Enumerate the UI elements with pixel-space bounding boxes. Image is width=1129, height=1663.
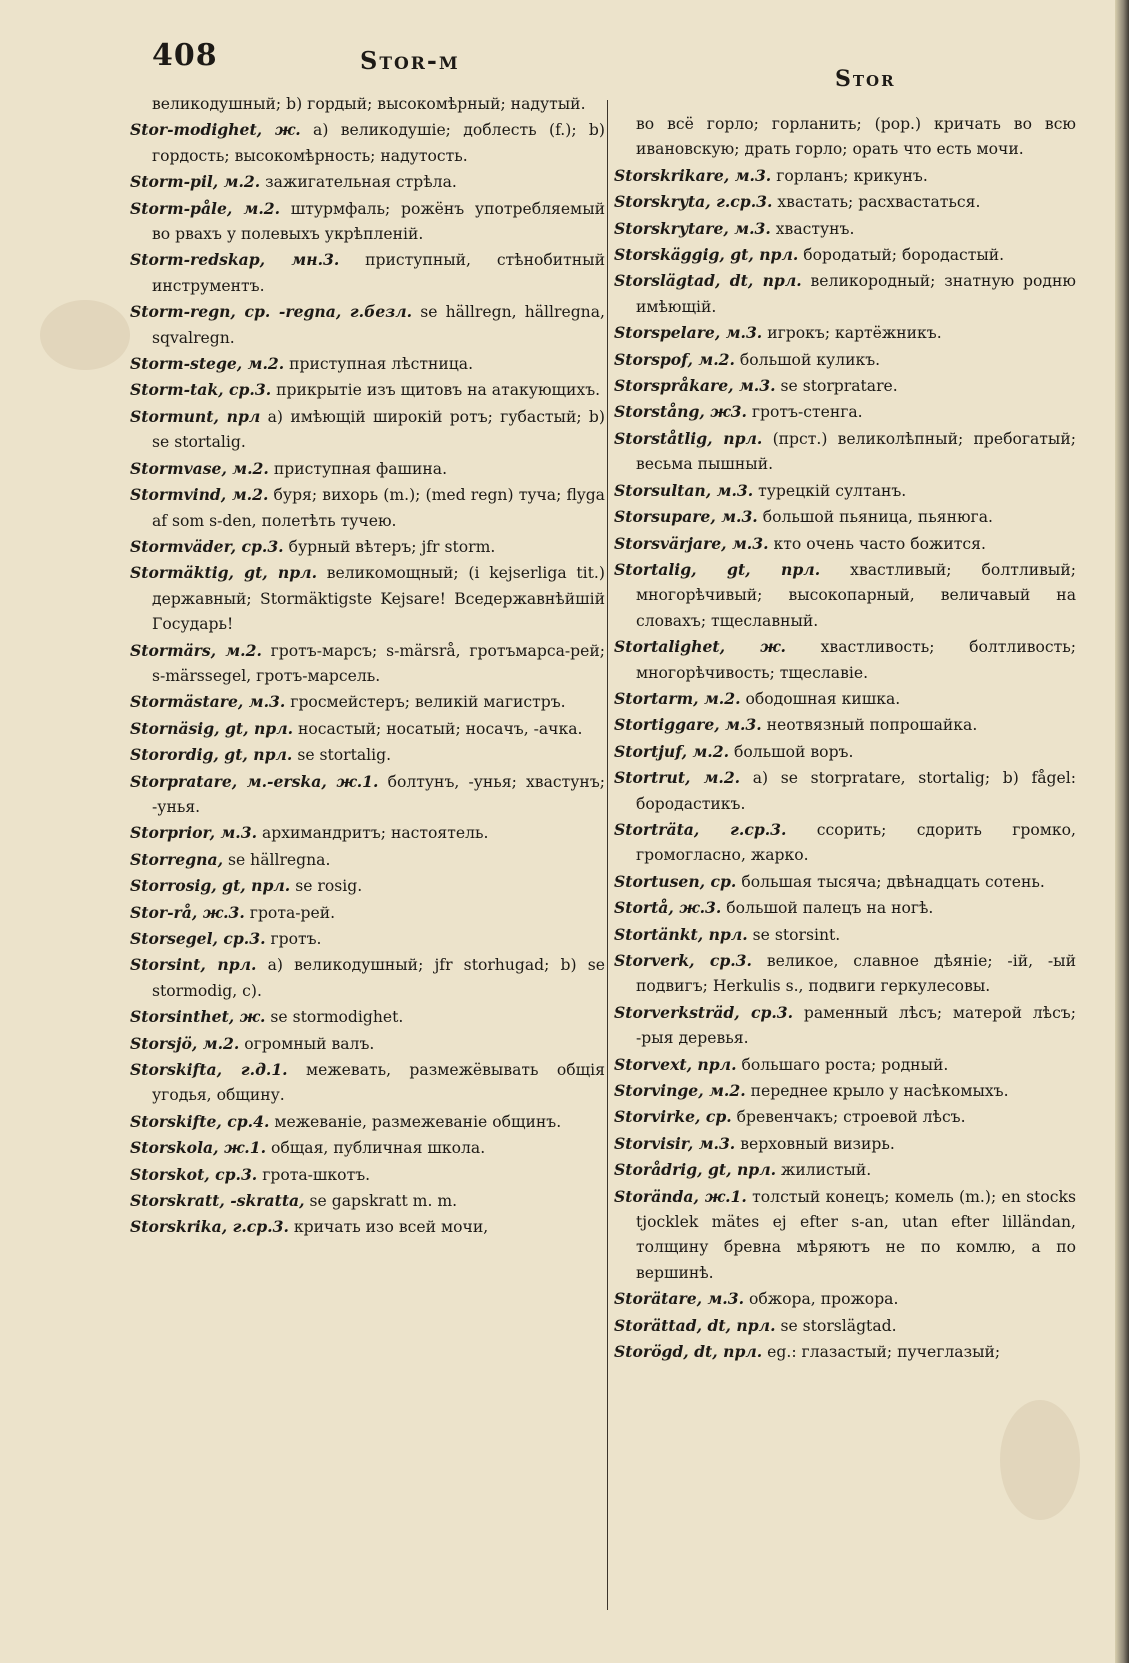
dictionary-entry [614, 189, 1076, 215]
dictionary-entry [130, 351, 605, 377]
dictionary-entry [130, 820, 605, 846]
entry-definition: общая, публичная школа. [271, 1139, 486, 1158]
entry-headword: Storsint, прл. [130, 955, 257, 975]
entry-definition: se storsint. [752, 925, 841, 944]
dictionary-entry [130, 873, 605, 899]
entry-definition: жилистый. [781, 1161, 872, 1180]
dictionary-entry [130, 1214, 605, 1240]
entry-definition: хвастливый; болтливый; многорѣчивый; высокопарный, величавый на словахъ; тщеславный. [636, 560, 1076, 630]
dictionary-entry [614, 1286, 1076, 1312]
entry-headword: Storskrytare, м.3. [614, 218, 771, 238]
entry-definition: приступный, стѣнобитный инструментъ. [152, 251, 605, 295]
entry-headword: Storsvärjare, м.3. [614, 533, 769, 553]
entry-headword: Stortänkt, прл. [614, 924, 748, 944]
dictionary-entry [130, 716, 605, 742]
entry-headword: Storskäggig, gt, прл. [614, 245, 799, 265]
entry-definition: se stormodighet. [270, 1008, 404, 1027]
entry-headword: Stormväder, ср.3. [130, 536, 284, 556]
entry-headword: Stor-modighet, ж. [130, 120, 301, 140]
dictionary-entry [130, 742, 605, 768]
entry-definition: a) великодушіе; доблесть (f.); b) гордость; высокомѣрность; надутость. [152, 121, 605, 165]
entry-headword: Stormvase, м.2. [130, 458, 269, 478]
dictionary-entry [130, 482, 605, 534]
dictionary-entry [130, 456, 605, 482]
entry-definition: eg.: глазастый; пучеглазый; [767, 1343, 1001, 1362]
entry-headword: Storspelare, м.3. [614, 323, 763, 343]
dictionary-entry [130, 1135, 605, 1161]
entry-headword: Storm-redskap, мн.3. [130, 250, 340, 270]
entry-definition: se storpratare. [780, 377, 898, 396]
entry-definition: приступная лѣстница. [289, 355, 474, 374]
dictionary-entry [130, 689, 605, 715]
entry-headword: Storm-regn, ср. -regna, г.безл. [130, 302, 413, 322]
dictionary-entry [614, 1157, 1076, 1183]
dictionary-entry [614, 1339, 1076, 1365]
entry-headword: Stortjuf, м.2. [614, 741, 730, 761]
entry-headword: Storögd, dt, прл. [614, 1342, 763, 1362]
dictionary-entry [614, 504, 1076, 530]
entry-headword: Storsupare, м.3. [614, 507, 758, 527]
entry-headword: Storskot, ср.3. [130, 1164, 258, 1184]
dictionary-entry [614, 712, 1076, 738]
dictionary-entry [130, 1188, 605, 1214]
entry-definition: раменный лѣсъ; матерой лѣсъ; -рыя деревья. [636, 1003, 1076, 1048]
entry-definition: горланъ; крикунъ. [776, 166, 928, 185]
entry-headword: Storstång, ж3. [614, 402, 747, 422]
entry-headword: Storprior, м.3. [130, 823, 257, 843]
entry-definition: толстый конецъ; комель (m.); en stocks tjocklek mätes ej efter s-an, utan efter lilländan, толщину бревна мѣряютъ не по комлю, а по вершинѣ. [636, 1187, 1076, 1282]
dictionary-entry [614, 895, 1076, 921]
entry-headword: Storträta, г.ср.3. [614, 819, 787, 839]
entry-definition: ссорить; сдорить громко, громогласно, жарко. [636, 820, 1076, 865]
dictionary-entry [130, 1109, 605, 1135]
entry-headword: Storsjö, м.2. [130, 1033, 240, 1053]
dictionary-entry [614, 1000, 1076, 1052]
entry-headword: Storvisir, м.3. [614, 1133, 736, 1153]
entry-definition: бурный вѣтеръ; jfr storm. [288, 537, 496, 556]
entry-definition: межевать, размежёвывать общія угодья, общину. [152, 1061, 605, 1105]
dictionary-entry [614, 1104, 1076, 1130]
entry-definition: переднее крыло у насѣкомыхъ. [750, 1082, 1009, 1101]
entry-definition: неотвязный попрошайка. [766, 716, 978, 735]
entry-definition: (прст.) великолѣпный; пребогатый; весьма пышный. [636, 429, 1076, 474]
entry-definition: большой куликъ. [739, 350, 881, 369]
entry-headword: Storsegel, ср.3. [130, 929, 266, 948]
entry-definition: большой палецъ на ногѣ. [726, 899, 934, 918]
page-number: 408 [152, 38, 218, 73]
entry-headword: Stormunt, прл [130, 406, 261, 426]
dictionary-entry [614, 426, 1076, 478]
entry-definition: бревенчакъ; строевой лѣсъ. [736, 1108, 966, 1127]
dictionary-entry [130, 926, 605, 952]
entry-definition: a) великодушный; jfr storhugad; b) se stormodig, c). [152, 956, 605, 1000]
entry-definition: верховный визирь. [740, 1134, 895, 1153]
dictionary-entry [614, 399, 1076, 425]
entry-definition: гротъ-стенга. [751, 403, 863, 422]
dictionary-entry [614, 320, 1076, 346]
dictionary-entry [614, 557, 1076, 634]
entry-headword: Storskifta, г.д.1. [130, 1060, 288, 1080]
entry-definition: se rosig. [295, 877, 363, 896]
entry-definition: грота-рей. [249, 903, 336, 922]
entry-definition: ободошная кишка. [745, 689, 901, 708]
entry-headword: Storm-påle, м.2. [130, 198, 281, 218]
entry-headword: Stormäktig, gt, прл. [130, 563, 317, 583]
entry-definition: хвастать; расхвастаться. [777, 193, 981, 212]
dictionary-entry [130, 900, 605, 926]
paper-stain [40, 300, 130, 370]
entry-definition: бородатый; бородастый. [803, 246, 1005, 265]
dictionary-entry [614, 1078, 1076, 1104]
entry-headword: Storvext, прл. [614, 1054, 737, 1074]
dictionary-entry [130, 1031, 605, 1057]
dictionary-entry [130, 769, 605, 821]
entry-headword: Stor-rå, ж.3. [130, 902, 245, 922]
entry-definition: великое, славное дѣяніе; -ій, -ый подвигъ; Herkulis s., подвиги геркулесовы. [636, 952, 1076, 996]
dictionary-entry [614, 1052, 1076, 1078]
dictionary-entry [614, 1313, 1076, 1339]
entry-headword: Stormärs, м.2. [130, 640, 262, 660]
dictionary-entry [130, 534, 605, 560]
dictionary-entry [614, 531, 1076, 557]
dictionary-entry [614, 163, 1076, 189]
entry-definition: грота-шкотъ. [262, 1165, 371, 1184]
dictionary-entry [130, 92, 605, 117]
entry-headword: Storskrikare, м.3. [614, 165, 772, 185]
dictionary-entry [130, 247, 605, 299]
entry-headword: Storslägtad, dt, прл. [614, 271, 802, 291]
entry-definition: гротъ-марсъ; s-märsrå, гротъмарса-рей; s-märssegel, гротъ-марсель. [152, 641, 605, 685]
entry-definition: хвастунъ. [775, 219, 855, 238]
entry-definition: архимандритъ; настоятель. [261, 824, 489, 843]
entry-definition: великомощный; (i kejserliga tit.) державный; Stormäktigste Kejsare! Вседержавнѣйшій Государь! [152, 564, 605, 634]
dictionary-entry [614, 922, 1076, 948]
dictionary-entry [614, 739, 1076, 765]
left-column [130, 92, 605, 1241]
entry-definition: игрокъ; картёжникъ. [767, 324, 942, 343]
dictionary-entry [130, 1057, 605, 1109]
entry-definition: кричать изо всей мочи, [293, 1218, 489, 1237]
entry-headword: Storsinthet, ж. [130, 1007, 266, 1027]
entry-definition: огромный валъ. [244, 1034, 375, 1053]
dictionary-entry [614, 686, 1076, 712]
dictionary-entry [614, 112, 1076, 163]
entry-definition: штурмфаль; рожёнъ употребляемый во рвахъ у полевыхъ укрѣпленій. [152, 199, 605, 244]
entry-headword: Stortrut, м.2. [614, 768, 741, 788]
dictionary-entry [130, 638, 605, 690]
entry-definition: a) имѣющій широкій ротъ; губастый; b) se stortalig. [152, 407, 605, 452]
entry-definition: болтунъ, -унья; хвастунъ; -унья. [152, 772, 605, 816]
entry-headword: Storregna, [130, 849, 223, 869]
dictionary-entry [614, 869, 1076, 895]
entry-headword: Storsultan, м.3. [614, 480, 754, 500]
entry-headword: Storm-stege, м.2. [130, 354, 285, 374]
entry-definition: se hällregn, hällregna, sqvalregn. [152, 303, 605, 347]
dictionary-entry [130, 1162, 605, 1188]
entry-headword: Storskratt, -skratta, [130, 1191, 305, 1211]
entry-definition: большой пьяница, пьянюга. [762, 508, 993, 527]
entry-headword: Storm-pil, м.2. [130, 172, 261, 192]
entry-definition: во всё горло; горланить; (рор.) кричать во всю ивановскую; драть горло; орать что есть мочи. [636, 115, 1076, 159]
entry-headword: Storrosig, gt, прл. [130, 876, 291, 896]
entry-headword: Storskrika, г.ср.3. [130, 1217, 289, 1237]
entry-definition: обжора, прожора. [749, 1290, 899, 1309]
dictionary-entry [614, 242, 1076, 268]
entry-definition: зажигательная стрѣла. [265, 173, 457, 192]
dictionary-entry [130, 117, 605, 169]
entry-definition: носастый; носатый; носачъ, -ачка. [298, 719, 583, 738]
dictionary-entry [130, 169, 605, 195]
entry-headword: Stortiggare, м.3. [614, 715, 762, 735]
paper-stain [1000, 1400, 1080, 1520]
dictionary-entry [614, 373, 1076, 399]
dictionary-entry [614, 478, 1076, 504]
entry-definition: кто очень часто божится. [773, 534, 986, 553]
entry-headword: Storordig, gt, прл. [130, 745, 293, 765]
entry-headword: Storätare, м.3. [614, 1289, 745, 1309]
entry-headword: Storådrig, gt, прл. [614, 1160, 777, 1180]
entry-definition: великодушный; b) гордый; высокомѣрный; надутый. [152, 95, 586, 113]
dictionary-entry [130, 560, 605, 637]
entry-definition: гросмейстеръ; великій магистръ. [290, 693, 566, 712]
dictionary-entry [614, 268, 1076, 320]
entry-definition: se storslägtad. [780, 1316, 897, 1335]
entry-definition: межеваніе, размежеваніе общинъ. [274, 1112, 562, 1131]
entry-headword: Storskola, ж.1. [130, 1138, 267, 1158]
entry-headword: Storverk, ср.3. [614, 951, 752, 970]
dictionary-entry [130, 299, 605, 351]
entry-definition: se stortalig. [297, 746, 392, 765]
entry-headword: Storskryta, г.ср.3. [614, 192, 773, 212]
entry-definition: большая тысяча; двѣнадцать сотень. [741, 872, 1045, 891]
entry-headword: Stormästare, м.3. [130, 692, 286, 712]
entry-headword: Storvirke, ср. [614, 1107, 732, 1127]
entry-headword: Storm-tak, ср.3. [130, 380, 272, 400]
entry-definition: a) se storpratare, stortalig; b) fågel: бородастикъ. [636, 769, 1076, 813]
entry-definition: гротъ. [270, 930, 322, 948]
entry-definition: se hällregna. [227, 850, 331, 869]
dictionary-entry [130, 404, 605, 456]
entry-headword: Stornäsig, gt, прл. [130, 718, 294, 738]
column-divider [607, 100, 608, 1610]
entry-headword: Stortusen, ср. [614, 871, 737, 891]
entry-headword: Storskifte, ср.4. [130, 1111, 270, 1131]
entry-headword: Storpratare, м.-erska, ж.1. [130, 771, 379, 791]
entry-definition: великородный; знатную родню имѣющій. [636, 272, 1076, 316]
dictionary-entry [614, 1131, 1076, 1157]
dictionary-entry [614, 1184, 1076, 1287]
entry-headword: Storverksträd, ср.3. [614, 1002, 794, 1022]
entry-headword: Stortalig, gt, прл. [614, 559, 821, 579]
entry-headword: Storättad, dt, прл. [614, 1315, 776, 1335]
dictionary-entry [614, 948, 1076, 1000]
entry-headword: Storända, ж.1. [614, 1186, 747, 1206]
dictionary-entry [614, 817, 1076, 869]
running-head-left: Stor-m [360, 46, 460, 75]
dictionary-entry [130, 196, 605, 248]
dictionary-entry [130, 377, 605, 403]
entry-headword: Storståtlig, прл. [614, 428, 763, 448]
dictionary-entry [614, 634, 1076, 686]
entry-headword: Stortarm, м.2. [614, 688, 741, 708]
dictionary-entry [130, 952, 605, 1004]
entry-definition: se gapskratt m. m. [309, 1192, 458, 1211]
entry-headword: Stortå, ж.3. [614, 898, 722, 918]
entry-headword: Storspråkare, м.3. [614, 376, 776, 396]
right-column [614, 112, 1076, 1366]
entry-headword: Storspof, м.2. [614, 349, 735, 369]
entry-definition: приступная фашина. [273, 459, 448, 478]
entry-definition: хвастливость; болтливость; многорѣчивость; тщеславіе. [636, 638, 1076, 682]
entry-definition: буря; вихорь (m.); (med regn) туча; flyga af som s-den, полетѣть тучею. [152, 486, 605, 530]
entry-headword: Stortalighet, ж. [614, 637, 786, 657]
entry-definition: прикрытіе изъ щитовъ на атакующихъ. [276, 381, 601, 400]
dictionary-entry [130, 1004, 605, 1030]
entry-headword: Storvinge, м.2. [614, 1081, 746, 1101]
scan-edge [1115, 0, 1129, 1663]
dictionary-entry [130, 847, 605, 873]
entry-headword: Stormvind, м.2. [130, 485, 269, 505]
dictionary-entry [614, 216, 1076, 242]
running-head-right: Stor [835, 66, 896, 92]
dictionary-entry [614, 765, 1076, 817]
dictionary-entry [614, 347, 1076, 373]
entry-definition: большой воръ. [734, 742, 854, 761]
entry-definition: турецкій султанъ. [758, 481, 907, 500]
entry-definition: большаго роста; родный. [741, 1055, 949, 1074]
